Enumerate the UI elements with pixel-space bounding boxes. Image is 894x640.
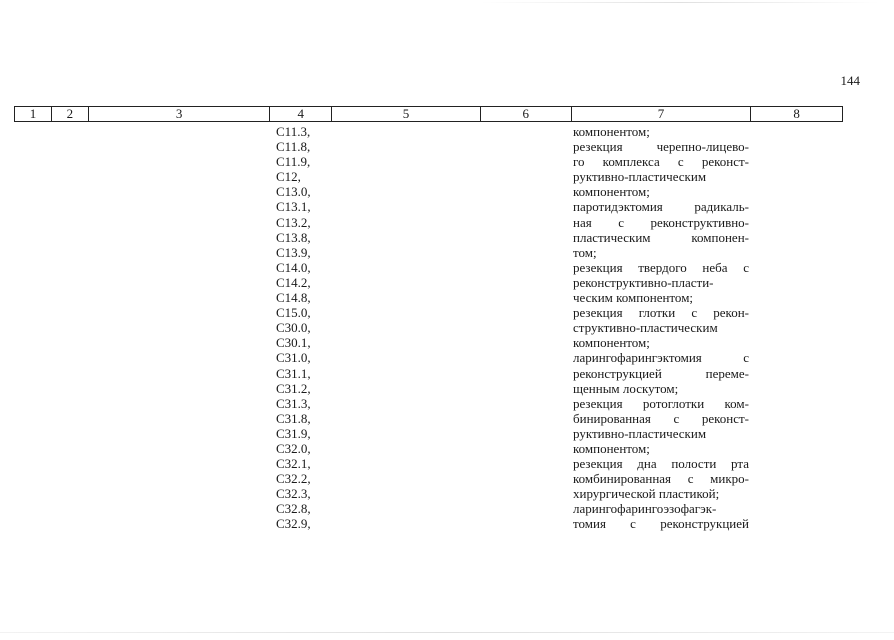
code-line: C31.1,	[276, 365, 311, 381]
code-line: C32.8,	[276, 501, 311, 517]
method-line: резекция дна полости рта	[573, 456, 749, 472]
code-line: C32.0,	[276, 440, 311, 456]
code-line: C31.2,	[276, 380, 311, 396]
code-line: C32.1,	[276, 456, 311, 472]
method-line: компонентом;	[573, 440, 650, 456]
header-col-6: 6	[481, 107, 572, 121]
method-line: ная с реконструктивно-	[573, 214, 749, 230]
code-line: C11.3,	[276, 124, 311, 139]
code-line: C31.3,	[276, 395, 311, 411]
code-line: C30.1,	[276, 335, 311, 351]
method-line: бинированная с реконст-	[573, 410, 749, 426]
code-line: C31.9,	[276, 425, 311, 441]
treatment-methods-column	[573, 124, 749, 532]
method-line: руктивно-пластическим	[573, 425, 707, 441]
header-col-5: 5	[332, 107, 481, 121]
method-line: го комплекса с реконст-	[573, 154, 749, 170]
method-line: паротидэктомия радикаль-	[573, 199, 749, 215]
method-line: реконструкцией переме-	[573, 365, 749, 381]
method-line: ческим компонентом;	[573, 290, 694, 306]
method-line: ларингофарингоэзофагэк-	[573, 501, 717, 517]
header-col-2: 2	[52, 107, 89, 121]
method-line: резекция глотки с рекон-	[573, 305, 749, 321]
code-line: C13.0,	[276, 184, 311, 200]
code-line: C32.2,	[276, 471, 311, 487]
code-line: C13.1,	[276, 199, 311, 215]
method-line: компонентом;	[573, 184, 650, 200]
header-col-4: 4	[270, 107, 332, 121]
method-line: хирургической пластикой;	[573, 486, 720, 502]
method-line: руктивно-пластическим	[573, 169, 707, 185]
method-line: резекция твердого неба с	[573, 259, 749, 275]
diagnosis-codes-column	[276, 124, 336, 532]
header-col-3: 3	[89, 107, 271, 121]
method-line: резекция ротоглотки ком-	[573, 395, 749, 411]
header-col-1: 1	[15, 107, 52, 121]
method-line: реконструктивно-пласти-	[573, 274, 714, 290]
method-line: томия с реконструкцией	[573, 516, 749, 532]
code-line: C31.8,	[276, 410, 311, 426]
method-line: пластическим компонен-	[573, 229, 749, 245]
scan-artifact-top	[480, 2, 880, 3]
scan-artifact-bottom	[0, 632, 894, 633]
code-line: C14.0,	[276, 259, 311, 275]
code-line: C31.0,	[276, 350, 311, 366]
method-line: компонентом;	[573, 335, 650, 351]
header-col-7: 7	[572, 107, 752, 121]
method-line: том;	[573, 244, 597, 260]
code-line: C15.0,	[276, 305, 311, 321]
page-number: 144	[840, 73, 860, 88]
code-line: C13.9,	[276, 244, 311, 260]
code-line: C32.3,	[276, 486, 311, 502]
code-line: C13.8,	[276, 229, 311, 245]
code-line: C11.9,	[276, 154, 311, 170]
method-line: резекция черепно-лицево-	[573, 139, 749, 155]
method-line: компонентом;	[573, 124, 650, 139]
code-line: C30.0,	[276, 320, 311, 336]
code-line: C11.8,	[276, 139, 311, 155]
method-line: комбинированная с микро-	[573, 471, 749, 487]
method-line: ларингофарингэктомия с	[573, 350, 749, 366]
code-line: C14.2,	[276, 274, 311, 290]
method-line: щенным лоскутом;	[573, 380, 679, 396]
method-line: структивно-пластическим	[573, 320, 718, 336]
table-header-row	[14, 106, 843, 122]
header-col-8: 8	[793, 106, 800, 121]
code-line: C13.2,	[276, 214, 311, 230]
code-line: C14.8,	[276, 290, 311, 306]
code-line: C12,	[276, 169, 301, 185]
code-line: C32.9,	[276, 516, 311, 532]
